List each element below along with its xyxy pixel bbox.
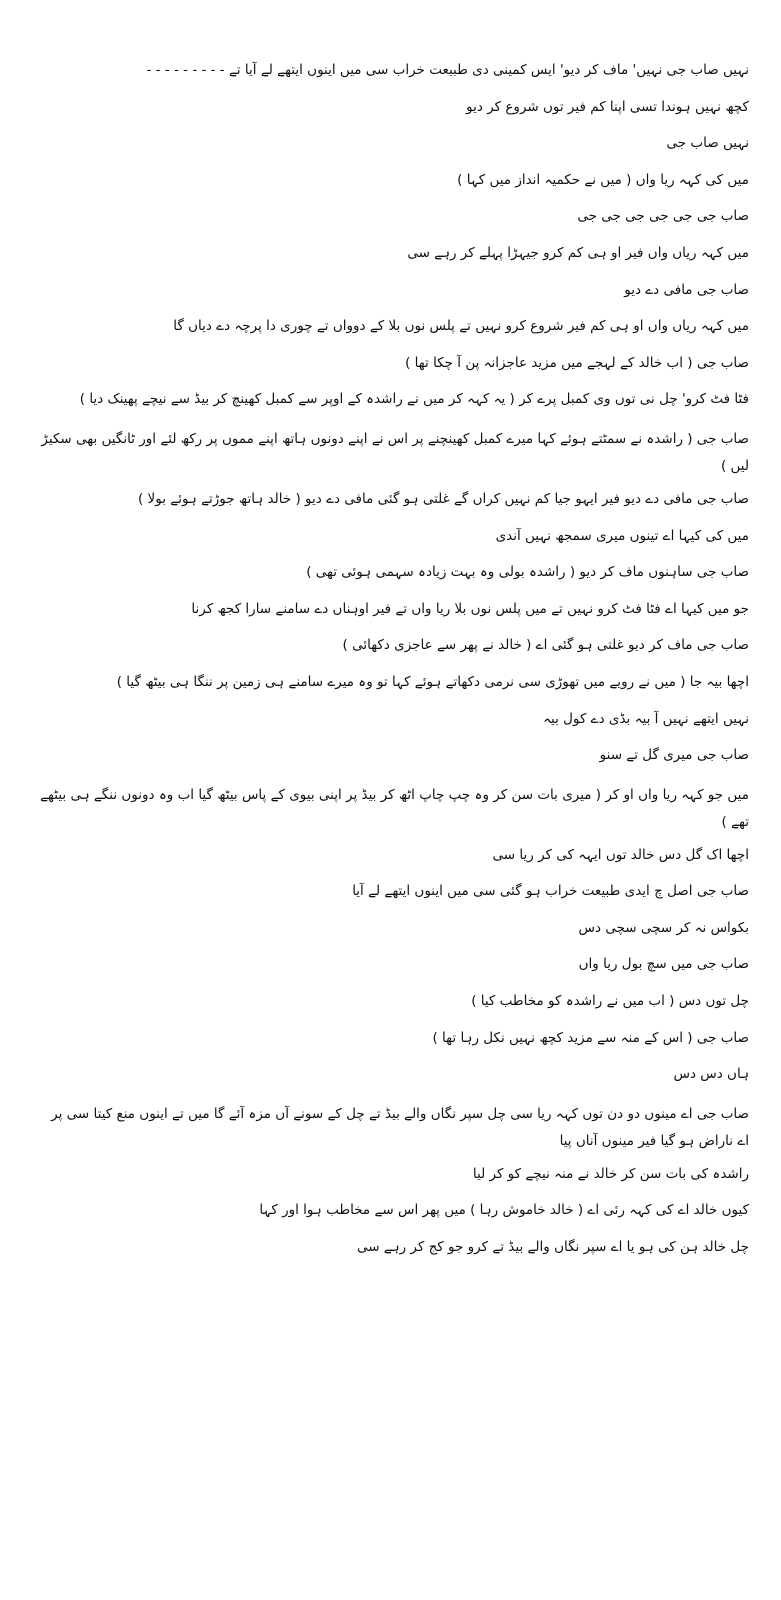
text-line-3: نہیں صاب جی: [666, 135, 749, 152]
text-line-12: صاب جی مافی دے دیو فیر ایہو جیا کم نہیں کراں گے غلتی ہو گئی مافی دے دیو ( خالد ہاتھ جوڑتے ہوئے بولا ): [138, 490, 749, 507]
text-line-22: صاب جی اصل چ ایدی طبیعت خراب ہو گئی سی میں اینوں ایتھے لے آیا: [352, 883, 749, 900]
text-line-26: صاب جی ( اس کے منہ سے مزید کچھ نہیں نکل رہا تھا ): [432, 1029, 749, 1046]
text-line-15: جو میں کیہا اے فٹا فٹ کرو نہیں تے میں پلس نوں بلا ریا واں تے فیر اوہناں دے سامنے سارا کجھ کرنا: [191, 600, 749, 617]
text-line-13: میں کی کیہا اے تینوں میری سمجھ نہیں آندی: [495, 527, 749, 544]
text-line-19: صاب جی میری گل تے سنو: [599, 747, 749, 764]
text-line-11: صاب جی ( راشدہ نے سمٹتے ہوئے کہا میرے کمبل کھینچنے پر اس نے اپنے دونوں ہاتھ اپنے مموں پر رکھ لئے اور ٹانگیں بھی سکیڑ لیں ): [41, 430, 749, 474]
text-line-30: کیوں خالد اے کی کہہ رئی اے ( خالد خاموش رہا ) میں پھر اس سے مخاطب ہوا اور کہا: [259, 1202, 749, 1219]
text-line-31: چل خالد ہن کی ہو یا اے سپر نگاں والے بیڈ تے کرو جو کج کر رہے سی: [356, 1239, 749, 1256]
text-line-5: صاب جی جی جی جی جی جی: [577, 208, 749, 225]
text-line-20: میں جو کہہ ریا واں او کر ( میری بات سن کر وہ چپ چاپ اٹھ کر بیڈ پر اپنی بیوی کے پاس بیٹھ گیا اب وہ دونوں ننگے ہی بیٹھے تھے ): [40, 786, 749, 830]
text-line-28: صاب جی اے مینوں دو دن توں کہہ ریا سی چل سپر نگاں والے بیڈ تے چل کے سونے آں مزہ آئے گا میں تے اینوں منع کیتا سی پر اے ناراض ہو گیا فیر مینوں آناں پیا: [51, 1105, 749, 1149]
text-line-1: نہیں صاب جی نہیں' ماف کر دیو' ایس کمینی دی طبیعت خراب سی میں اینوں ایتھے لے آیا تے - - - - - - - - -: [146, 62, 749, 78]
text-line-23: بکواس نہ کر سچی سچی دس: [578, 919, 749, 936]
text-line-29: راشدہ کی بات سن کر خالد نے منہ نیچے کو کر لیا: [472, 1165, 749, 1182]
text-line-25: چل توں دس ( اب میں نے راشدہ کو مخاطب کیا ): [471, 993, 749, 1010]
text-line-18: نہیں ایتھے نہیں آ بیہ بڈی دے کول بیہ: [543, 710, 749, 727]
text-line-8: میں کہہ ریاں واں او ہی کم فیر شروع کرو نہیں تے پلس نوں بلا کے دوواں تے چوری دا پرچہ دے دیاں گا: [173, 318, 749, 335]
text-line-2: کچھ نہیں ہوندا تسی اپنا کم فیر توں شروع کر دیو: [466, 98, 749, 115]
text-line-4: میں کی کہہ ریا واں ( میں نے حکمیہ انداز میں کہا ): [457, 171, 749, 188]
text-line-6: میں کہہ ریاں واں فیر او ہی کم کرو جیہڑا پہلے کر رہے سی: [407, 244, 749, 261]
text-line-24: صاب جی میں سچ بول ریا واں: [578, 956, 749, 973]
text-line-9: صاب جی ( اب خالد کے لہجے میں مزید عاجزانہ پن آ چکا تھا ): [405, 354, 749, 371]
text-line-14: صاب جی ساہنوں ماف کر دیو ( راشدہ بولی وہ بہت زیادہ سہمی ہوئی تھی ): [306, 564, 749, 581]
text-line-27: ہاں دس دس: [673, 1066, 749, 1083]
text-line-16: صاب جی ماف کر دیو غلتی ہو گئی اے ( خالد نے پھر سے عاجزی دکھائی ): [342, 637, 749, 654]
text-line-10: فٹا فٹ کرو' چل نی توں وی کمبل پرے کر ( یہ کہہ کر میں نے راشدہ کے اوپر سے کمبل کھینچ کر بیڈ سے نیچے پھینک دیا ): [79, 391, 749, 408]
text-line-21: اچھا اک گل دس خالد توں ایہہ کی کر ریا سی: [492, 846, 749, 863]
text-line-7: صاب جی مافی دے دیو: [624, 281, 749, 298]
text-line-17: اچھا بیہ جا ( میں نے رویے میں تھوڑی سی نرمی دکھاتے ہوئے کہا تو وہ میرے سامنے ہی زمین پر ننگا ہی بیٹھ گیا ): [116, 673, 749, 690]
